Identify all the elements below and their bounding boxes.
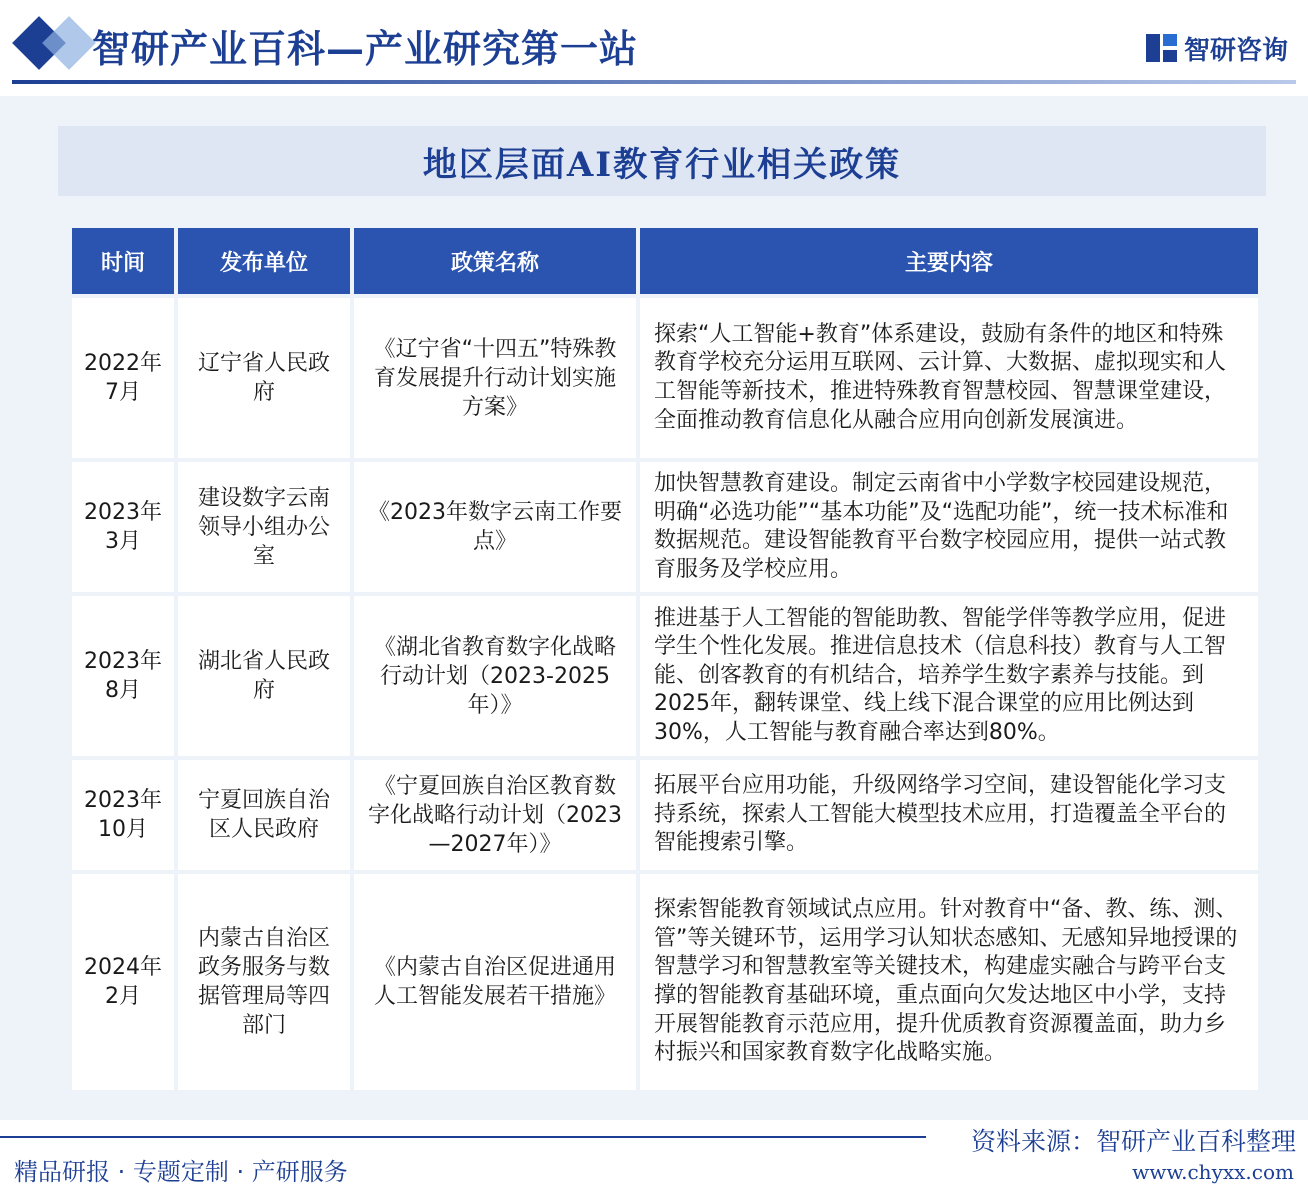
cell-unit: 辽宁省人民政府: [178, 298, 350, 458]
policy-card: [0, 96, 1308, 1120]
chyxx-logo-icon: [1146, 32, 1178, 64]
table-row: [72, 298, 1250, 458]
footer-url-link[interactable]: www.chyxx.com: [1132, 1160, 1294, 1184]
cell-time: 2023年3月: [72, 462, 174, 592]
cell-unit: 宁夏回族自治区人民政府: [178, 760, 350, 870]
cell-unit: 建设数字云南领导小组办公室: [178, 462, 350, 592]
source-note: 资料来源：智研产业百科整理: [970, 1127, 1296, 1156]
header-time: 时间: [72, 228, 174, 294]
logo-text: 智研咨询: [1183, 35, 1288, 66]
table-row: [72, 462, 1250, 592]
cell-time: 2023年10月: [72, 760, 174, 870]
policy-table: [72, 228, 1250, 1090]
header-content: 主要内容: [640, 228, 1258, 294]
cell-content: 拓展平台应用功能，升级网络学习空间，建设智能化学习支持系统，探索人工智能大模型技术应用，打造覆盖全平台的智能搜索引擎。: [640, 760, 1258, 870]
cell-unit: 湖北省人民政府: [178, 596, 350, 756]
cell-content: 推进基于人工智能的智能助教、智能学伴等教学应用，促进学生个性化发展。推进信息技术（信息科技）教育与人工智能、创客教育的有机结合，培养学生数字素养与技能。到2025年，翻转课堂、线上线下混合课堂的应用比例达到30%，人工智能与教育融合率达到80%。: [640, 596, 1258, 756]
table-row: [72, 596, 1250, 756]
cell-time: 2024年2月: [72, 874, 174, 1090]
footer-divider: [0, 1136, 926, 1138]
header-divider: [12, 80, 1296, 84]
cell-unit: 内蒙古自治区政务服务与数据管理局等四部门: [178, 874, 350, 1090]
table-row: [72, 874, 1250, 1090]
cell-content: 探索智能教育领域试点应用。针对教育中“备、教、练、测、管”等关键环节，运用学习认知状态感知、无感知异地授课的智慧学习和智慧教室等关键技术，构建虚实融合与跨平台支撑的智能教育基础环境，重点面向欠发达地区中小学，支持开展智能教育示范应用，提升优质教育资源覆盖面，助力乡村振兴和国家教育数字化战略实施。: [640, 874, 1258, 1090]
cell-time: 2022年7月: [72, 298, 174, 458]
cell-policy: 《内蒙古自治区促进通用人工智能发展若干措施》: [354, 874, 636, 1090]
footer-slogan: 精品研报 · 专题定制 · 产研服务: [14, 1158, 348, 1186]
table-row: [72, 760, 1250, 870]
cell-policy: 《2023年数字云南工作要点》: [354, 462, 636, 592]
cell-policy: 《湖北省教育数字化战略行动计划（2023-2025年）》: [354, 596, 636, 756]
cell-content: 探索“人工智能+教育”体系建设，鼓励有条件的地区和特殊教育学校充分运用互联网、云计算、大数据、虚拟现实和人工智能等新技术，推进特殊教育智慧校园、智慧课堂建设，全面推动教育信息化从融合应用向创新发展演进。: [640, 298, 1258, 458]
table-header: [72, 228, 1250, 294]
header-policy: 政策名称: [354, 228, 636, 294]
title-band: [58, 126, 1266, 196]
header: [0, 0, 1308, 84]
cell-content: 加快智慧教育建设。制定云南省中小学数字校园建设规范，明确“必选功能”“基本功能”及“选配功能”，统一技术标准和数据规范。建设智能教育平台数字校园应用，提供一站式教育服务及学校应用。: [640, 462, 1258, 592]
brand-logo[interactable]: [1146, 30, 1288, 66]
diamond-accent-icon: [42, 16, 96, 70]
header-title: 智研产业百科—产业研究第一站: [92, 26, 639, 71]
cell-policy: 《辽宁省“十四五”特殊教育发展提升行动计划实施方案》: [354, 298, 636, 458]
cell-policy: 《宁夏回族自治区教育数字化战略行动计划（2023—2027年）》: [354, 760, 636, 870]
page-title: 地区层面AI教育行业相关政策: [422, 144, 902, 185]
header-unit: 发布单位: [178, 228, 350, 294]
cell-time: 2023年8月: [72, 596, 174, 756]
